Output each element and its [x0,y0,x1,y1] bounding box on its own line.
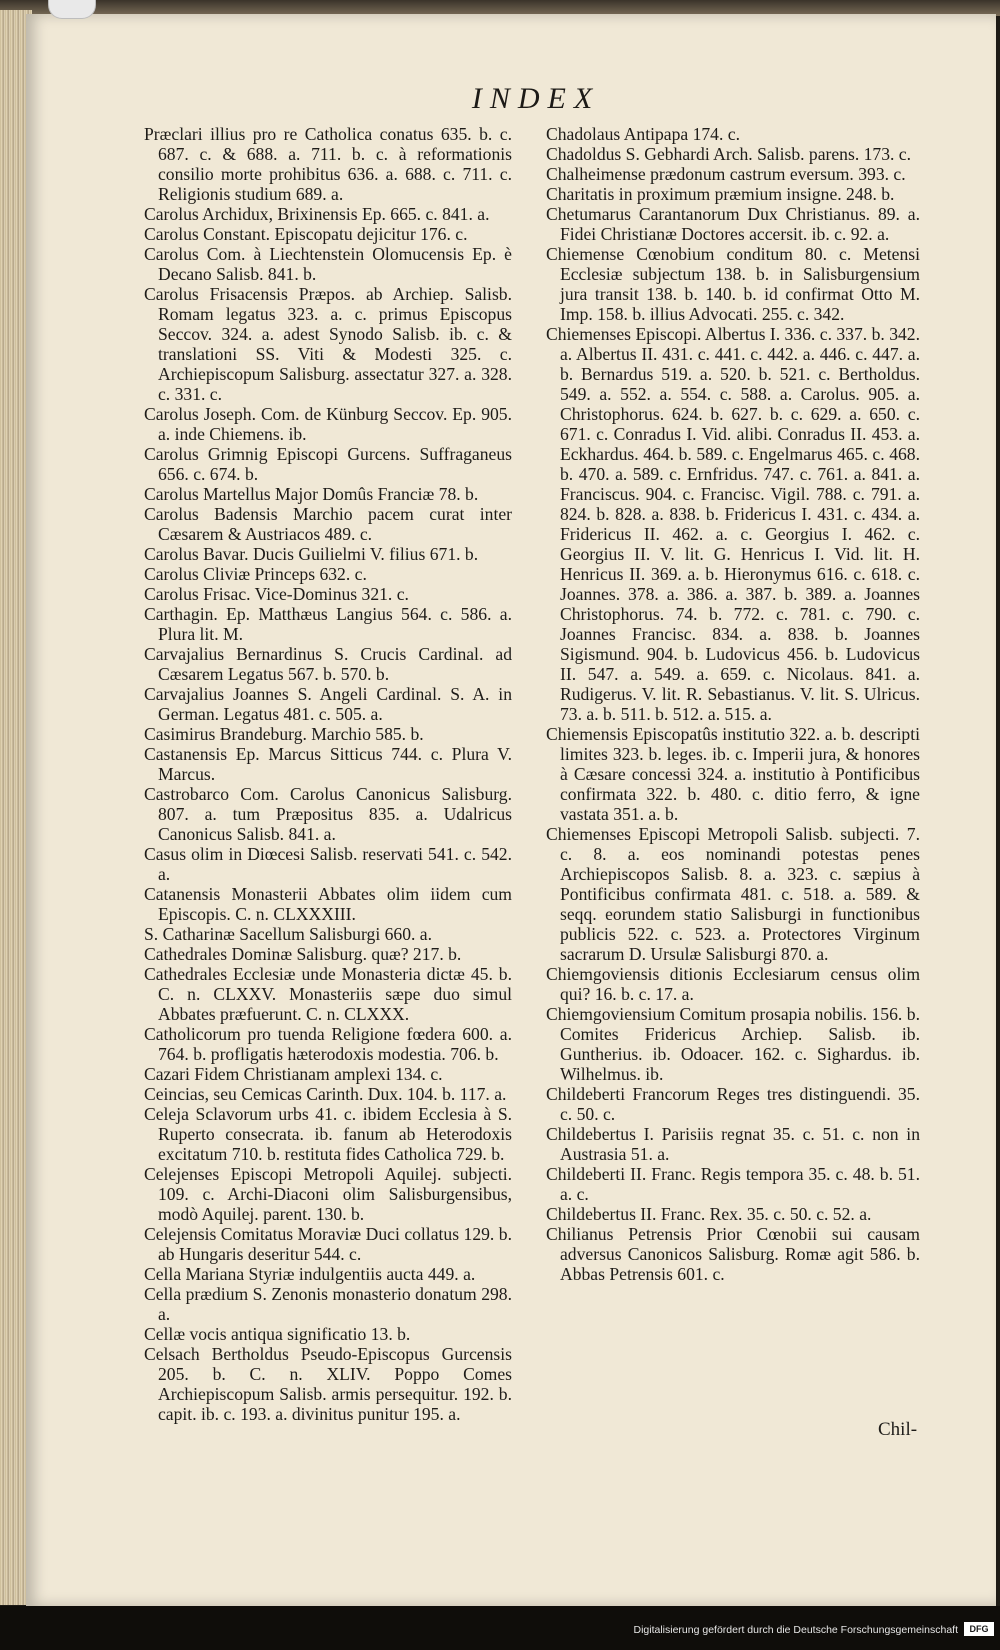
index-entry: Carolus Constant. Episcopatu dejicitur 176. c. [144,224,468,244]
index-entry: Carolus Cliviæ Princeps 632. c. [144,564,367,584]
index-entry: Cazari Fidem Christianam amplexi 134. c. [144,1064,443,1084]
index-entry: Chiemense Cœnobium conditum 80. c. Metensi Ecclesiæ subjectum 138. b. in Salisburgensium jura transit 138. b. 140. b. id confirmat Otto M. Imp. 158. b. illius Advocati. 255. c. 342. [546,244,920,324]
index-entry: Casus olim in Diœcesi Salisb. reservati 541. c. 542. a. [144,844,512,884]
dfg-logo: DFG [964,1622,994,1636]
index-entry: Chiemenses Episcopi. Albertus I. 336. c. 337. b. 342. a. Albertus II. 431. c. 441. c. 442. a. 446. c. 447. a. b. Bernardus 519. a. 520. b. 521. c. Bertholdus. 549. a. 552. a. 554. c. 588. a. Carolus. 905. a. Christophorus. 624. b. 627. b. c. 629. a. 650. c. 671. c. Conradus I. Vid. alibi. Conradus II. 453. a. Eckhardus. 464. b. 589. c. Engelmarus 465. c. 468. b. 470. a. 589. c. Ernfridus. 747. c. 761. a. 841. a. Franciscus. 904. c. Francisc. Vigil. 788. c. 791. a. 824. b. 828. a. 838. b. Fridericus I. 431. c. 434. a. Fridericus II. 462. a. c. Georgius I. 462. c. Georgius II. V. lit. G. Henricus I. Vid. lit. H. Henricus II. 369. a. b. Hieronymus 616. c. 618. c. Joannes. 378. a. 386. a. 387. b. 389. a. Joannes Christophorus. 74. b. 772. c. 781. c. 790. c. Joannes Francisc. 834. a. 838. b. Joannes Sigismund. 904. b. Ludovicus 456. b. Ludovicus II. 547. a. 549. a. 659. c. Nicolaus. 841. a. Rudigerus. V. lit. R. Sebastianus. V. lit. S. Ulricus. 73. a. b. 511. b. 512. a. 515. a. [546,324,920,724]
index-entry: Cella prædium S. Zenonis monasterio donatum 298. a. [144,1284,512,1324]
index-entry: Cathedrales Ecclesiæ unde Monasteria dictæ 45. b. C. n. CLXXV. Monasteriis sæpe duo simul Abbates præfuerunt. C. n. CLXXX. [144,964,512,1024]
index-entry: Castrobarco Com. Carolus Canonicus Salisburg. 807. a. tum Præpositus 835. a. Udalricus Canonicus Salisb. 841. a. [144,784,512,844]
footer-bar [0,1606,1000,1650]
index-entry: Chetumarus Carantanorum Dux Christianus. 89. a. Fidei Christianæ Doctores accersit. ib. c. 92. a. [546,204,920,244]
index-entry: Chiemgoviensium Comitum prosapia nobilis. 156. b. Comites Fridericus Archiep. Salisb. ib. Guntherius. ib. Odoacer. 162. c. Sighardus. ib. Wilhelmus. ib. [546,1004,920,1084]
index-entry: Childebertus I. Parisiis regnat 35. c. 51. c. non in Austrasia 51. a. [546,1124,920,1164]
book-page [26,14,996,1606]
index-entry: Carthagin. Ep. Matthæus Langius 564. c. 586. a. Plura lit. M. [144,604,512,644]
index-entry: Catholicorum pro tuenda Religione fœdera 600. a. 764. b. profligatis hæterodoxis modestia. 706. b. [144,1024,512,1064]
index-entry: Chiemenses Episcopi Metropoli Salisb. subjecti. 7. c. 8. a. eos nominandi potestas penes Archiepiscopos Salisb. 8. a. 323. c. sæpius à Pontificibus confirmata 481. c. 518. a. 589. & seqq. eorundem statio Salisburgi in functionibus publicis 522. c. 523. a. Protectores Virginum sacrarum D. Ursulæ Salisburgi 870. a. [546,824,920,964]
index-entry: Carolus Archidux, Brixinensis Ep. 665. c. 841. a. [144,204,490,224]
index-entry: Catanensis Monasterii Abbates olim iidem cum Episcopis. C. n. CLXXXIII. [144,884,512,924]
index-entry: Chiemensis Episcopatûs institutio 322. a. b. descripti limites 323. b. leges. ib. c. Imperii jura, & honores à Cæsare concessi 324. a. institutio à Pontificibus confirmata 322. b. 480. c. ditio ferro, & igne vastata 351. a. b. [546,724,920,824]
index-entry: Chiemgoviensis ditionis Ecclesiarum census olim qui? 16. b. c. 17. a. [546,964,920,1004]
funding-note: Digitalisierung gefördert durch die Deutsche Forschungsgemeinschaft [633,1624,958,1636]
index-entry: Carolus Grimnig Episcopi Gurcens. Suffraganeus 656. c. 674. b. [144,444,512,484]
index-entry: Cella Mariana Styriæ indulgentiis aucta 449. a. [144,1264,476,1284]
left-index-column [144,124,512,1424]
index-entry: Carolus Joseph. Com. de Künburg Seccov. Ep. 905. a. inde Chiemens. ib. [144,404,512,444]
index-entry: Celejenses Episcopi Metropoli Aquilej. subjecti. 109. c. Archi-Diaconi olim Salisburgensibus, modò Aquilej. parent. 130. b. [144,1164,512,1224]
index-entry: Celsach Bertholdus Pseudo-Episcopus Gurcensis 205. b. C. n. XLIV. Poppo Comes Archiepiscopum Salisb. armis persequitur. 192. b. capit. ib. c. 193. a. divinitus punitur 195. a. [144,1344,512,1424]
index-entry: Carvajalius Joannes S. Angeli Cardinal. S. A. in German. Legatus 481. c. 505. a. [144,684,512,724]
index-entry: S. Catharinæ Sacellum Salisburgi 660. a. [144,924,432,944]
index-entry: Celeja Sclavorum urbs 41. c. ibidem Ecclesia à S. Ruperto consecrata. ib. fanum ab Heterodoxis excitatum 710. b. restituta fides Catholica 729. b. [144,1104,512,1164]
index-entry: Chadolaus Antipapa 174. c. [546,124,740,144]
index-entry: Castanensis Ep. Marcus Sitticus 744. c. Plura V. Marcus. [144,744,512,784]
right-index-column [546,124,920,1284]
index-entry: Carolus Com. à Liechtenstein Olomucensis Ep. è Decano Salisb. 841. b. [144,244,512,284]
index-entry: Carolus Frisacensis Præpos. ab Archiep. Salisb. Romam legatus 323. a. c. primus Episcopus Seccov. 324. a. adest Synodo Salisb. ib. c. & translationi SS. Viti & Modesti 325. c. Archiepiscopum Salisburg. assectatur 327. a. 328. c. 331. c. [144,284,512,404]
index-entry: Præclari illius pro re Catholica conatus 635. b. c. 687. c. & 688. a. 711. b. c. à reformationis consilio morte prohibitus 636. a. 688. c. 711. c. Religionis studium 689. a. [144,124,512,204]
index-entry: Charitatis in proximum præmium insigne. 248. b. [546,184,895,204]
page-clip [48,0,96,19]
catchword: Chil- [878,1419,918,1440]
index-entry: Carolus Bavar. Ducis Guilielmi V. filius 671. b. [144,544,479,564]
index-entry: Carolus Martellus Major Domûs Franciæ 78. b. [144,484,479,504]
index-entry: Chalheimense prædonum castrum eversum. 393. c. [546,164,906,184]
index-entry: Carvajalius Bernardinus S. Crucis Cardinal. ad Cæsarem Legatus 567. b. 570. b. [144,644,512,684]
index-entry: Carolus Frisac. Vice-Dominus 321. c. [144,584,409,604]
index-entry: Cathedrales Dominæ Salisburg. quæ? 217. b. [144,944,462,964]
index-entry: Casimirus Brandeburg. Marchio 585. b. [144,724,424,744]
index-entry: Childeberti Francorum Reges tres distinguendi. 35. c. 50. c. [546,1084,920,1124]
index-entry: Cellæ vocis antiqua significatio 13. b. [144,1324,411,1344]
index-entry: Childeberti II. Franc. Regis tempora 35. c. 48. b. 51. a. c. [546,1164,920,1204]
index-entry: Chilianus Petrensis Prior Cœnobii sui causam adversus Canonicos Salisburg. Romæ agit 586. b. Abbas Petrensis 601. c. [546,1224,920,1284]
index-entry: Carolus Badensis Marchio pacem curat inter Cæsarem & Austriacos 489. c. [144,504,512,544]
page-title: INDEX [471,82,601,115]
index-entry: Ceincias, seu Cemicas Carinth. Dux. 104. b. 117. a. [144,1084,507,1104]
index-entry: Childebertus II. Franc. Rex. 35. c. 50. c. 52. a. [546,1204,872,1224]
index-entry: Chadoldus S. Gebhardi Arch. Salisb. parens. 173. c. [546,144,912,164]
index-entry: Celejensis Comitatus Moraviæ Duci collatus 129. b. ab Hungaris deseritur 544. c. [144,1224,512,1264]
